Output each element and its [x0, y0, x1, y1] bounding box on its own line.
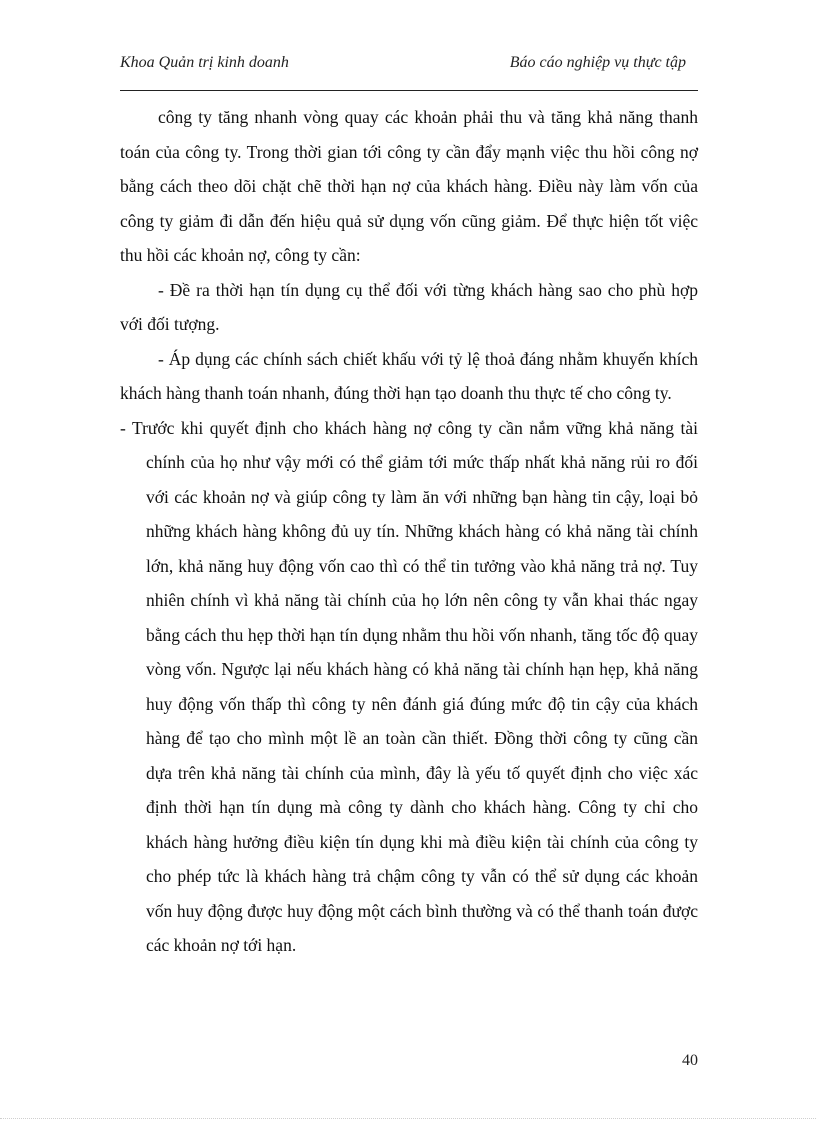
paragraph-credit-term: - Đề ra thời hạn tín dụng cụ thể đối với từng khách hàng sao cho phù hợp với đối tượng. [120, 279, 698, 334]
body-text [120, 100, 698, 963]
footer-divider [0, 1118, 816, 1119]
header-report-title: Báo cáo nghiệp vụ thực tập [509, 54, 686, 71]
paragraph-debt-collection: công ty tăng nhanh vòng quay các khoản phải thu và tăng khả năng thanh toán của công ty. Trong thời gian tới công ty cần đẩy mạnh việc thu hồi công nợ bằng cách theo dõi chặt chẽ thời hạn nợ của khách hàng. Điều này làm vốn của công ty giảm đi dẫn đến hiệu quả sử dụng vốn cũng giảm. Để thực hiện tốt việc thu hồi các khoản nợ, công ty cần: [120, 107, 698, 265]
paragraph-customer-assessment: - Trước khi quyết định cho khách hàng nợ công ty cần nắm vững khả năng tài chính của họ như vậy mới có thể giảm tới mức thấp nhất khả năng rủi ro đối với các khoản nợ và giúp công ty làm ăn với những bạn hàng tin cậy, loại bỏ những khách hàng không đủ uy tín. Những khách hàng có khả năng tài chính lớn, khả năng huy động vốn cao thì có thể tin tưởng vào khả năng trả nợ. Tuy nhiên chính vì khả năng tài chính của họ lớn nên công ty vẫn khai thác ngay bằng cách thu hẹp thời hạn tín dụng nhằm thu hồi vốn nhanh, tăng tốc độ quay vòng vốn. Ngược lại nếu khách hàng có khả năng tài chính hạn hẹp, khả năng huy động vốn thấp thì công ty nên đánh giá đúng mức độ tin cậy của khách hàng để tạo cho mình một lề an toàn cần thiết. Đồng thời công ty cũng cần dựa trên khả năng tài chính của mình, đây là yếu tố quyết định cho việc xác định thời hạn tín dụng mà công ty dành cho khách hàng. Công ty chỉ cho khách hàng hưởng điều kiện tín dụng khi mà điều kiện tài chính của công ty cho phép tức là khách hàng trả chậm công ty vẫn có thể sử dụng các khoản vốn huy động được huy động một cách bình thường và có thể thanh toán được các khoản nợ tới hạn. [120, 417, 698, 955]
page-number: 40 [682, 1052, 698, 1069]
header-faculty: Khoa Quản trị kinh doanh [120, 54, 289, 71]
paragraph-discount-policy: - Áp dụng các chính sách chiết khấu với tỷ lệ thoả đáng nhằm khuyến khích khách hàng thanh toán nhanh, đúng thời hạn tạo doanh thu thực tế cho công ty. [120, 348, 698, 403]
page-header [120, 50, 698, 91]
